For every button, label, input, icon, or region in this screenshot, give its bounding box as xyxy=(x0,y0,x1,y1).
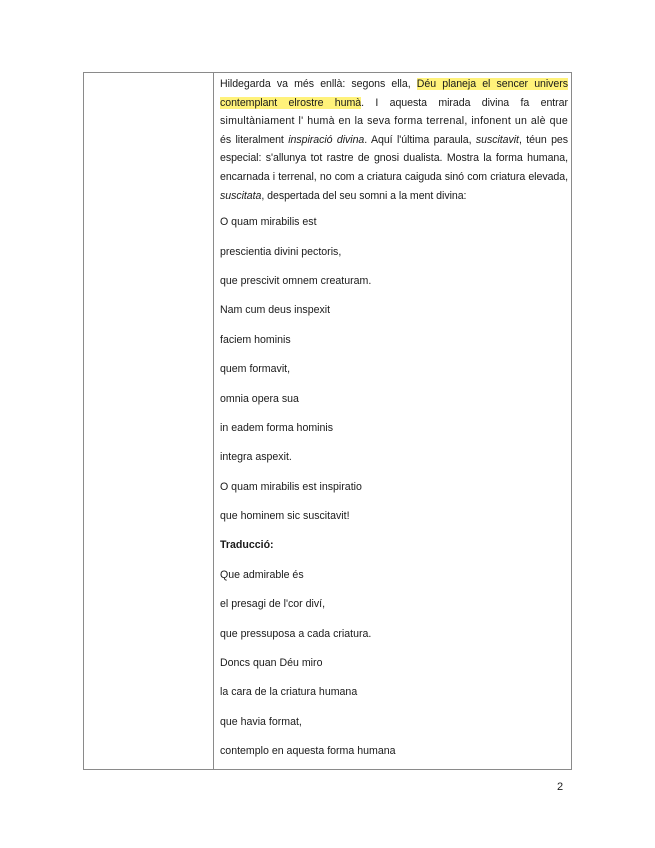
page-number: 2 xyxy=(557,781,564,793)
column-divider xyxy=(213,73,214,769)
translation-verse-line: que havia format, xyxy=(220,715,302,728)
intro-text-5: , téun pes especial: s'allunya tot rastre de gnosi dualista. Mostra la forma humana, encarnada i terrenal, no com a criatura caiguda sinó com criatura elevada, xyxy=(220,133,568,183)
latin-verse-line: Nam cum deus inspexit xyxy=(220,304,331,317)
highlighted-phrase-2: contemplant elrostre humà xyxy=(220,96,362,109)
intro-text-1: Hildegarda va més enllà: segons ella, xyxy=(220,78,417,90)
intro-text-simultaneous: simultàniament l' humà en la seva forma terrenal, infonent un alè que xyxy=(220,115,568,128)
latin-verse-line: in eadem forma hominis xyxy=(220,421,334,434)
translation-verse-line: el presagi de l'cor diví, xyxy=(220,598,326,611)
intro-text-4: . Aquí l'última paraula, xyxy=(364,133,476,146)
italic-inspiracio: inspiració divina xyxy=(288,133,365,146)
translation-verse-line: la cara de la criatura humana xyxy=(220,686,358,699)
intro-text-2: . I aquesta mirada divina fa entrar xyxy=(361,96,568,109)
translation-verse-line: Que admirable és xyxy=(220,568,304,581)
latin-verse-line: O quam mirabilis est xyxy=(220,216,317,229)
latin-verse-line: que prescivit omnem creaturam. xyxy=(220,274,372,287)
latin-verse-line: que hominem sic suscitavit! xyxy=(220,510,350,523)
translation-heading: Traducció: xyxy=(220,539,274,552)
content-table xyxy=(83,72,572,770)
table-left-cell xyxy=(84,73,213,769)
latin-verse-line: omnia opera sua xyxy=(220,392,299,405)
intro-text-6: , despertada del seu somni a la ment divina: xyxy=(261,189,467,202)
intro-text-3: és literalment xyxy=(220,133,289,146)
translation-verse-line: que pressuposa a cada criatura. xyxy=(220,627,372,640)
translation-verse-line: Doncs quan Déu miro xyxy=(220,657,323,670)
latin-verse-line: O quam mirabilis est inspiratio xyxy=(220,480,362,493)
table-right-cell xyxy=(220,75,568,774)
italic-suscitata: suscitata xyxy=(220,189,262,202)
latin-verse-line: quem formavit, xyxy=(220,363,291,376)
translation-verse-line: contemplo en aquesta forma humana xyxy=(220,745,396,758)
latin-verse-line: faciem hominis xyxy=(220,333,291,346)
latin-verse-line: prescientia divini pectoris, xyxy=(220,245,342,258)
latin-verse-line: integra aspexit. xyxy=(220,451,292,464)
highlighted-phrase-1: Déu planeja el sencer univers xyxy=(416,78,568,90)
intro-paragraph xyxy=(220,75,568,205)
italic-suscitavit: suscitavit xyxy=(475,133,519,146)
